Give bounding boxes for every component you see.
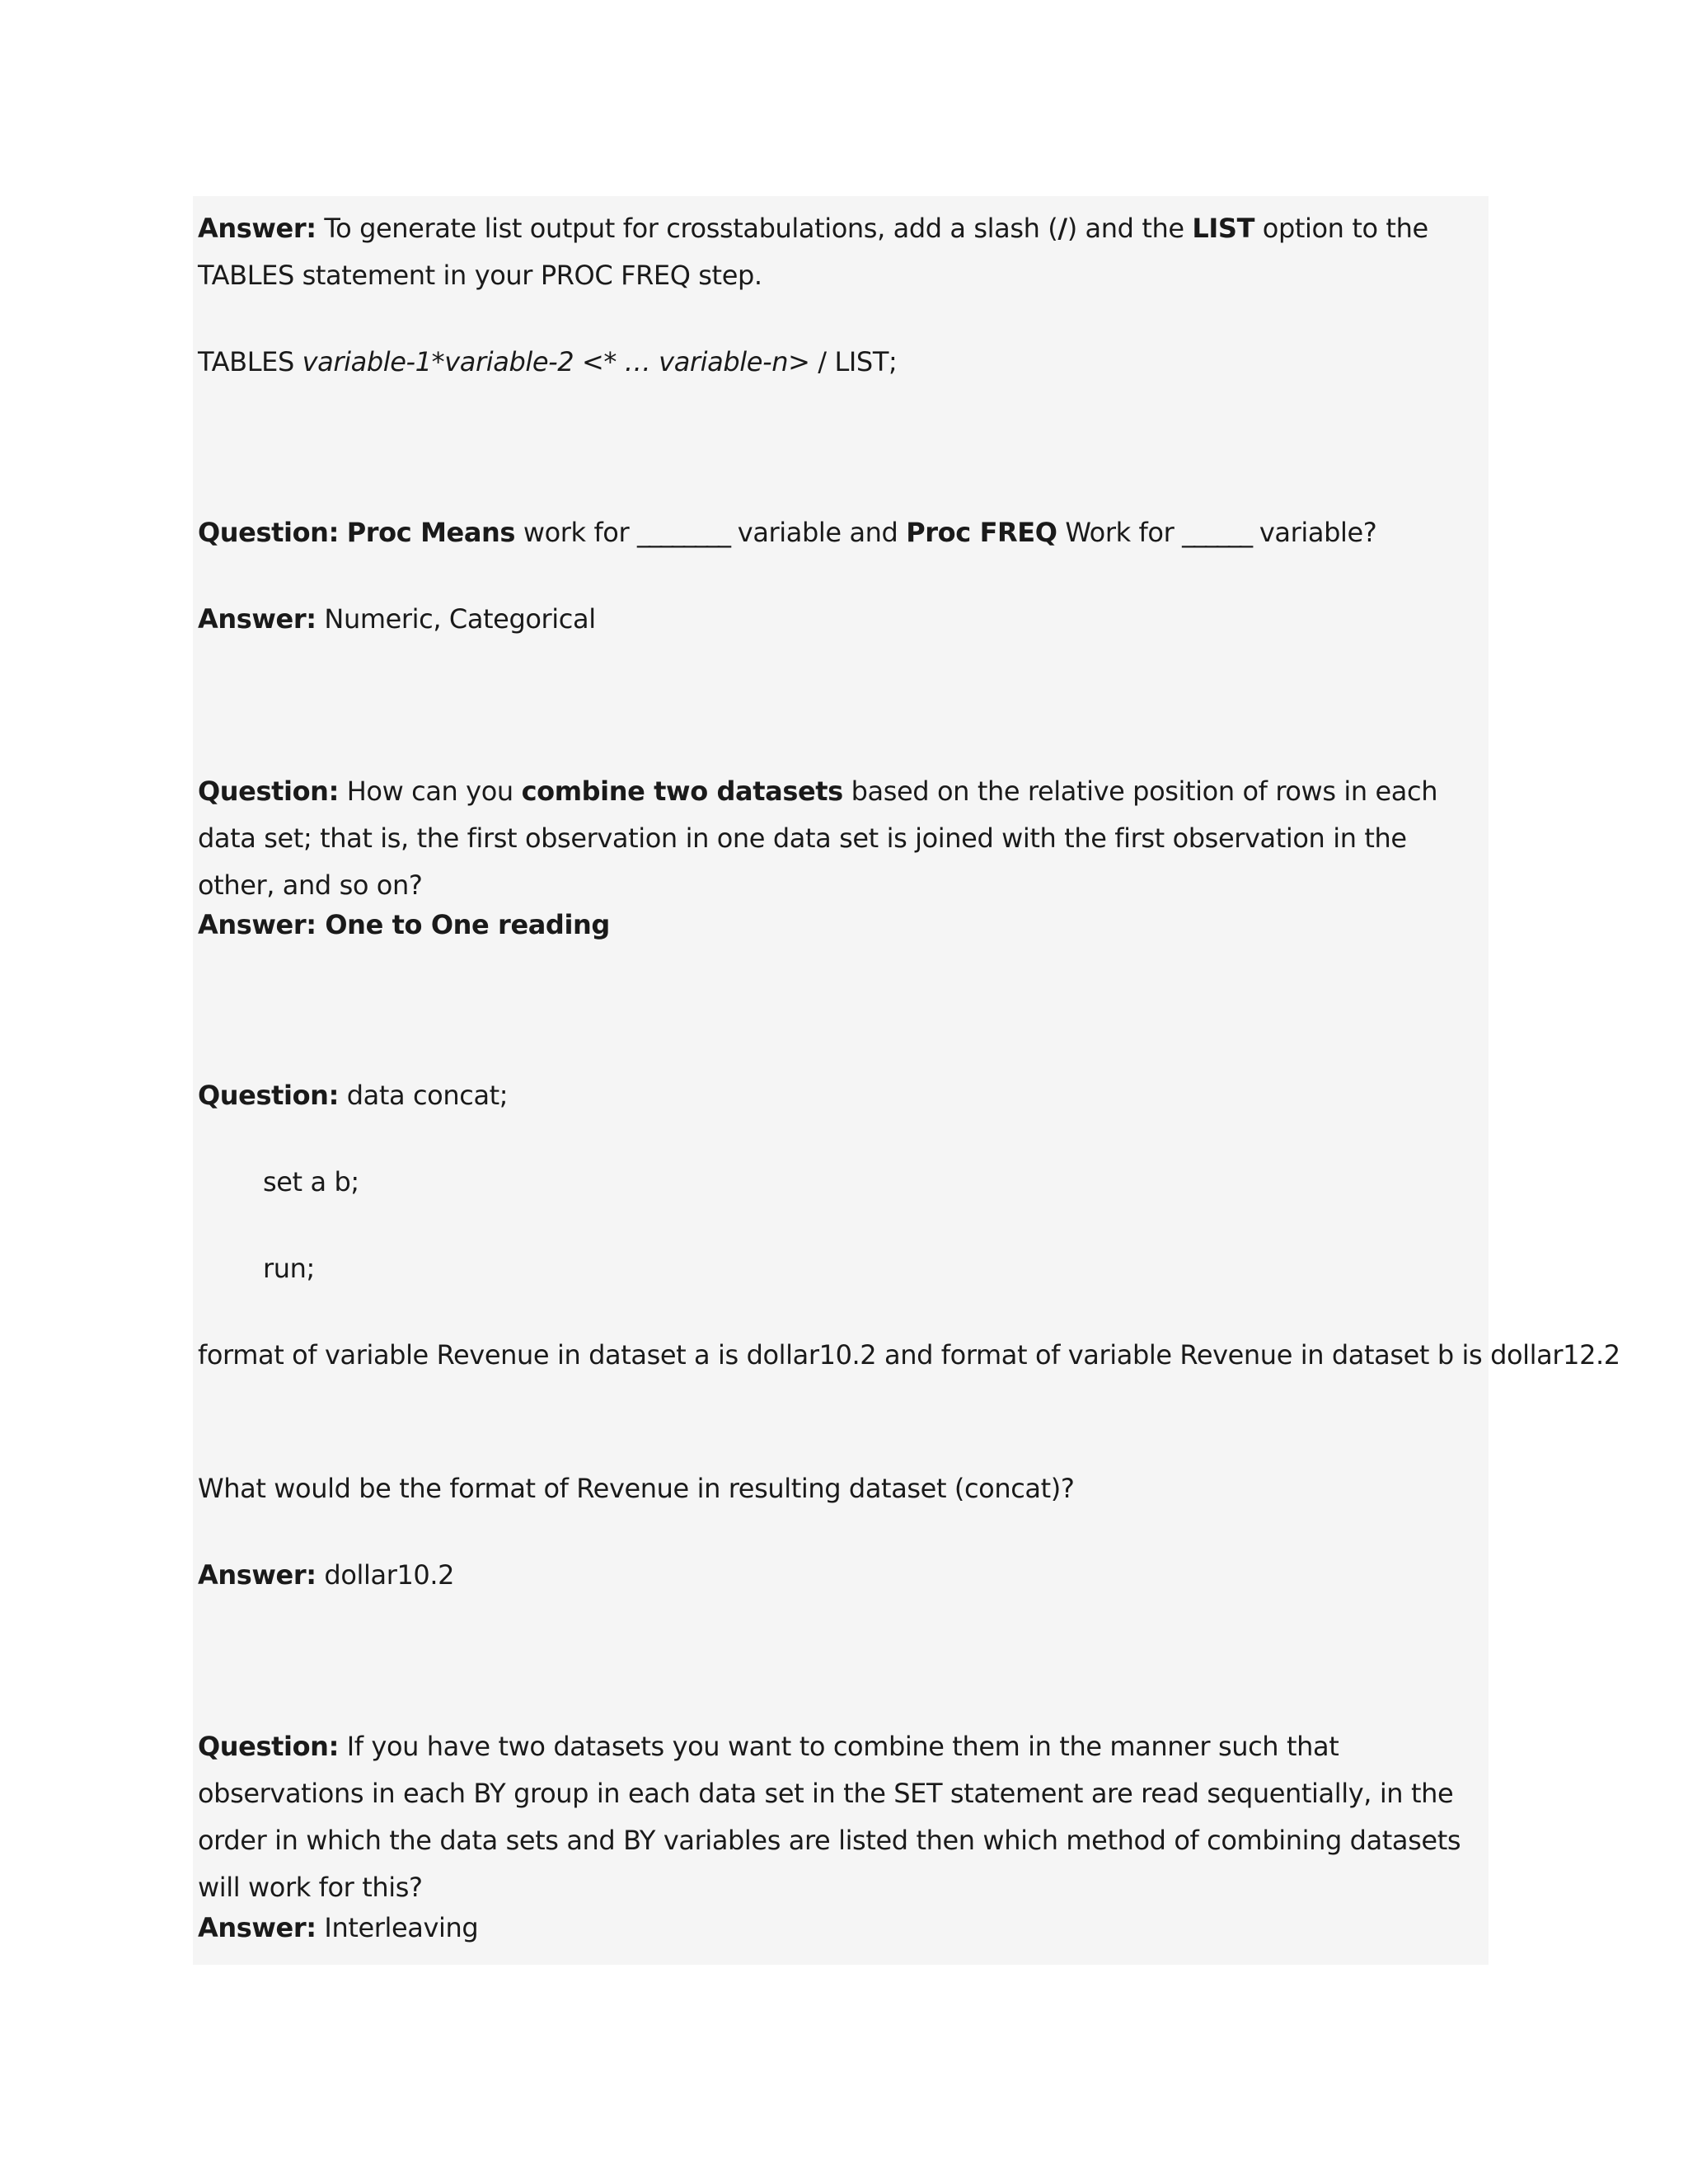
- question-label: Question:: [198, 1731, 339, 1762]
- format-description: format of variable Revenue in dataset a is dollar10.2 and format of variable Revenue in dataset b is dollar12.2: [198, 1339, 1620, 1371]
- question-interleaving: [198, 1723, 1484, 1911]
- answer-one-to-one: Answer: One to One reading: [198, 909, 610, 940]
- format-question: What would be the format of Revenue in resulting dataset (concat)?: [198, 1473, 1075, 1504]
- question-label: Question:: [198, 517, 339, 548]
- syntax-keyword: TABLES: [198, 346, 302, 377]
- list-keyword: LIST: [1192, 213, 1254, 244]
- answer-text: Numeric, Categorical: [316, 603, 596, 635]
- proc-freq-term: Proc FREQ: [906, 517, 1057, 548]
- question-text: Work for: [1057, 517, 1183, 548]
- blank-1: ________: [637, 517, 730, 548]
- tables-syntax: [198, 339, 1484, 386]
- slash-symbol: /: [1057, 213, 1067, 244]
- question-proc-means: [198, 509, 1484, 556]
- answer-label: Answer:: [198, 603, 316, 635]
- question-label: Question:: [198, 1080, 339, 1111]
- answer-label: Answer:: [198, 213, 316, 244]
- blank-2: ______: [1182, 517, 1252, 548]
- answer-text: To generate list output for crosstabulations, add a slash (: [316, 213, 1058, 244]
- syntax-tail: / LIST;: [809, 346, 898, 377]
- answer-label: Answer:: [198, 1559, 316, 1591]
- answer-text: ) and the: [1067, 213, 1193, 244]
- answer-text: option to the TABLES statement in your PROC FREQ step.: [198, 213, 1428, 291]
- code-set-line: set a b;: [263, 1166, 359, 1197]
- code-run-line: run;: [263, 1253, 315, 1284]
- question-text: If you have two datasets you want to combine them in the manner such that observations in each BY group in each data set in the SET statement are read sequentially, in the order in which the data sets and BY variables are listed then which method of combining datasets will work for this?: [198, 1731, 1461, 1903]
- syntax-variables: variable-1*variable-2 <* … variable-n>: [302, 346, 810, 377]
- answer-list-output: [198, 205, 1484, 299]
- question-label: Question:: [198, 776, 339, 807]
- question-combine-datasets: [198, 768, 1484, 909]
- answer-numeric-categorical: [198, 596, 1484, 643]
- question-text: variable?: [1251, 517, 1377, 548]
- question-text: variable and: [729, 517, 907, 548]
- code-line: data concat;: [338, 1080, 509, 1111]
- answer-label: Answer:: [198, 1912, 316, 1943]
- combine-emphasis: combine two datasets: [521, 776, 843, 807]
- question-data-concat: [198, 1072, 1484, 1119]
- question-text: work for: [515, 517, 638, 548]
- answer-interleaving: [198, 1905, 1484, 1952]
- answer-text: dollar10.2: [316, 1559, 455, 1591]
- answer-dollar-format: [198, 1552, 1484, 1599]
- proc-means-term: Proc Means: [346, 517, 516, 548]
- answer-text: Interleaving: [316, 1912, 479, 1943]
- question-text: How can you: [338, 776, 522, 807]
- question-text: based on the relative position of rows in each data set; that is, the first observation in one data set is joined with the first observation in the other, and so on?: [198, 776, 1438, 901]
